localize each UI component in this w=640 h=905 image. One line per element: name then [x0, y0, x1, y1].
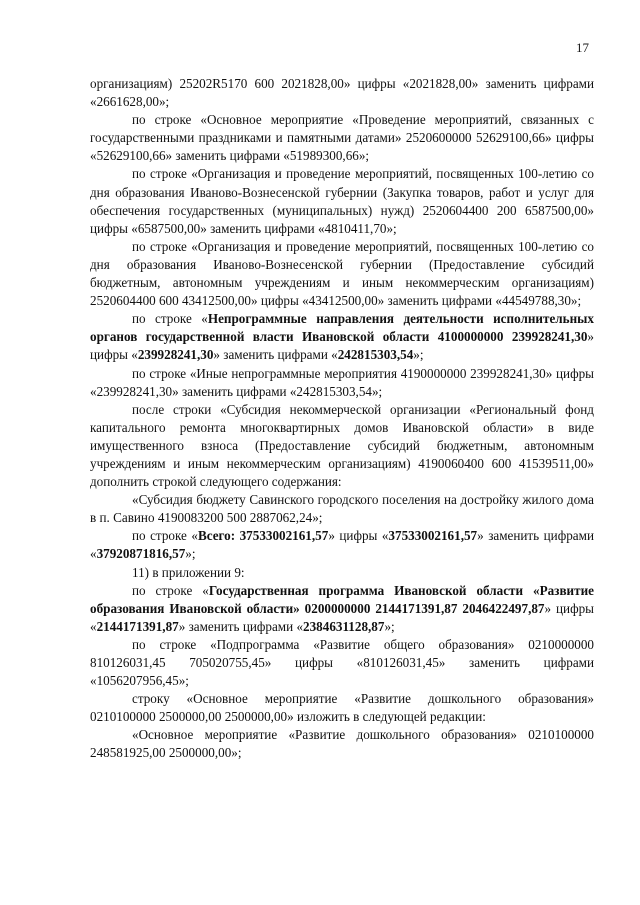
- text-run: организациям) 25202R5170 600 2021828,00» цифры «2021828,00» заменить цифрами «2661628,00»;: [90, 76, 594, 110]
- text-run: » цифры «: [328, 528, 389, 544]
- text-run: по строке «: [132, 582, 209, 598]
- paragraph: [90, 564, 594, 582]
- bold-text: Всего: 37533002161,57: [197, 528, 329, 544]
- paragraph: [90, 165, 594, 237]
- text-run: » заменить цифрами «: [213, 347, 338, 363]
- paragraph: [90, 310, 594, 364]
- paragraph: [90, 636, 594, 690]
- text-run: по строке «Иные непрограммные мероприятия 4190000000 239928241,30» цифры «239928241,30» заменить цифрами «242815303,54»;: [90, 365, 594, 399]
- paragraph: [90, 491, 594, 527]
- text-run: по строке «Организация и проведение мероприятий, посвященных 100-летию со дня образования Иваново-Вознесенской губернии (Закупка товаров, работ и услуг для обеспечения государственных (муниципальных) нужд) 2520604400 200 6587500,00» цифры «6587500,00» заменить цифрами «4810411,70»;: [90, 166, 594, 236]
- bold-text: 242815303,54: [337, 347, 414, 363]
- paragraph: [90, 401, 594, 491]
- document-body: [90, 75, 594, 763]
- bold-text: 2144171391,87: [96, 618, 179, 634]
- text-run: по строке «Организация и проведение мероприятий, посвященных 100-летию со дня образования Иваново-Вознесенской губернии (Предоставление субсидий бюджетным, автономным учреждениям и иным некоммерческим организациям) 2520604400 600 43412500,00» цифры «43412500,00» заменить цифрами «44549788,30»;: [90, 238, 594, 309]
- paragraph: [90, 111, 594, 165]
- text-run: «Субсидия бюджету Савинского городского поселения на достройку жилого дома в п. Савино 4190083200 500 2887062,24»;: [90, 492, 594, 526]
- text-run: «Основное мероприятие «Развитие дошкольного образования» 0210100000 248581925,00 2500000,00»;: [90, 727, 594, 761]
- text-run: » цифры «: [90, 600, 594, 634]
- paragraph: [90, 726, 594, 762]
- text-run: 11) в приложении 9:: [132, 564, 245, 580]
- text-run: » заменить цифрами «: [178, 618, 304, 634]
- paragraph: [90, 238, 594, 310]
- text-run: по строке «: [132, 311, 208, 327]
- text-run: » заменить цифрами «: [90, 528, 594, 562]
- text-run: »;: [384, 618, 395, 634]
- paragraph: [90, 690, 594, 726]
- text-run: по строке «Подпрограмма «Развитие общего образования» 0210000000 810126031,45 705020755,45» цифры «810126031,45» заменить цифрами «1056207956,45»;: [90, 636, 594, 689]
- bold-text: 37920871816,57: [96, 546, 186, 562]
- text-run: »;: [413, 347, 424, 363]
- bold-text: 37533002161,57: [388, 528, 478, 544]
- paragraph: [90, 75, 594, 111]
- text-run: по строке «: [132, 528, 198, 544]
- paragraph: [90, 582, 594, 636]
- bold-text: 2384631128,87: [303, 618, 385, 634]
- text-run: строку «Основное мероприятие «Развитие дошкольного образования» 0210100000 2500000,00 2500000,00» изложить в следующей редакции:: [90, 691, 594, 725]
- text-run: после строки «Субсидия некоммерческой организации «Региональный фонд капитального ремонта многоквартирных домов Ивановской области» в виде имущественного взноса (Предоставление субсидий бюджетным, автономным учреждениям и иным некоммерческим организациям) 4190060400 600 41539511,00» дополнить строкой следующего содержания:: [90, 401, 594, 490]
- text-run: по строке «Основное мероприятие «Проведение мероприятий, связанных с государственными праздниками и памятными датами» 2520600000 52629100,66» цифры «52629100,66» заменить цифрами «51989300,66»;: [90, 112, 594, 164]
- bold-text: Государственная программа Ивановской области «Развитие образования Ивановской области» 0200000000 2144171391,87 2046422497,87: [90, 582, 594, 616]
- page-number: 17: [576, 40, 589, 55]
- bold-text: Непрограммные направления деятельности исполнительных органов государственной власти Ивановской области 4100000000 239928241,30: [90, 311, 594, 345]
- text-run: » цифры «: [90, 329, 594, 363]
- paragraph: [90, 365, 594, 401]
- text-run: »;: [185, 546, 196, 562]
- bold-text: 239928241,30: [137, 347, 214, 363]
- paragraph: [90, 527, 594, 563]
